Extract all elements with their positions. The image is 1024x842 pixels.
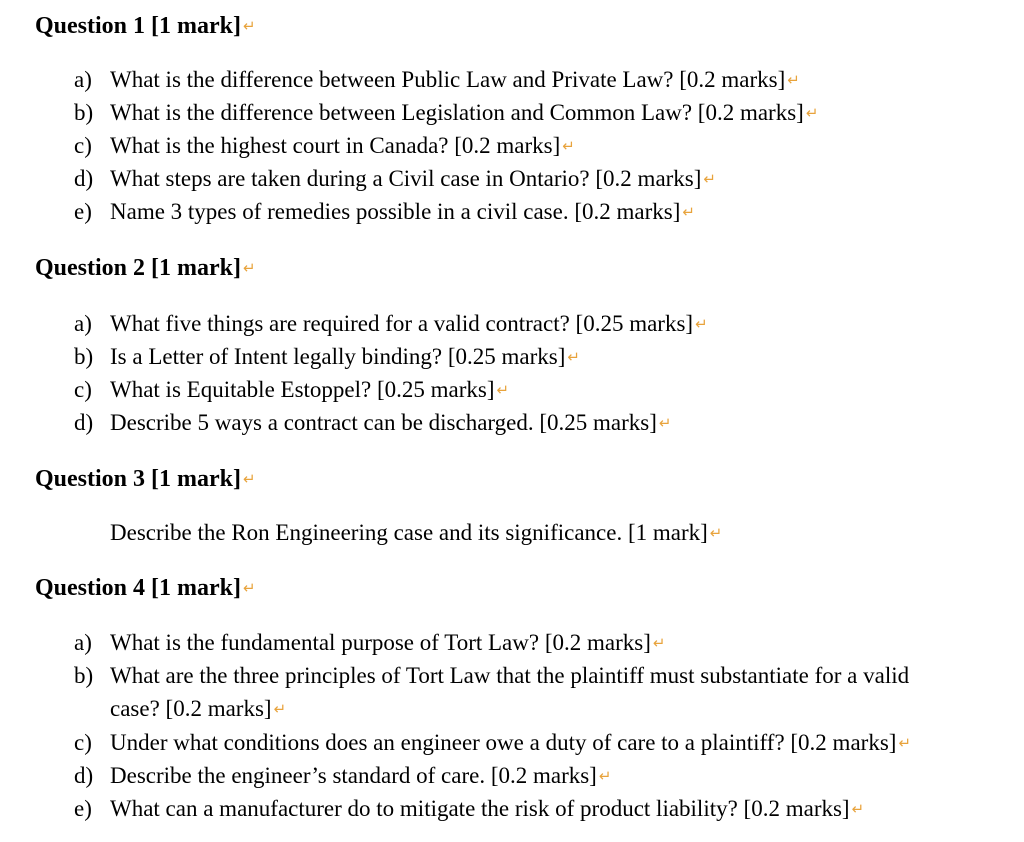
- question-4-item-a: a) What is the fundamental purpose of Tort Law? [0.2 marks] ↵: [74, 630, 666, 655]
- paragraph-mark-icon: ↵: [243, 259, 256, 277]
- question-4-heading: Question 4 [1 mark] ↵: [35, 575, 256, 601]
- paragraph-mark-icon: ↵: [562, 137, 575, 155]
- paragraph-mark-icon: ↵: [695, 315, 708, 333]
- question-4-item-c: c) Under what conditions does an engineer owe a duty of care to a plaintiff? [0.2 marks] ↵: [74, 730, 912, 755]
- paragraph-mark-icon: ↵: [598, 767, 612, 785]
- question-4-item-d: d) Describe the engineer’s standard of care. [0.2 marks] ↵: [74, 763, 612, 788]
- paragraph-mark-icon: ↵: [851, 800, 865, 818]
- question-1-item-d: d) What steps are taken during a Civil case in Ontario? [0.2 marks] ↵: [74, 166, 716, 191]
- question-3-heading: Question 3 [1 mark] ↵: [35, 466, 256, 492]
- question-4-item-b: b) What are the three principles of Tort Law that the plaintiff must substantiate for a valid: [74, 663, 910, 688]
- question-2-item-c: c) What is Equitable Estoppel? [0.25 marks] ↵: [74, 377, 510, 402]
- question-2-item-d: d) Describe 5 ways a contract can be discharged. [0.25 marks] ↵: [74, 410, 672, 435]
- paragraph-mark-icon: ↵: [658, 414, 672, 432]
- paragraph-mark-icon: ↵: [567, 348, 580, 366]
- question-1-heading: Question 1 [1 mark] ↵: [35, 13, 256, 39]
- question-4-item-e: e) What can a manufacturer do to mitigate the risk of product liability? [0.2 marks] ↵: [74, 796, 865, 821]
- paragraph-mark-icon: ↵: [898, 734, 912, 752]
- paragraph-mark-icon: ↵: [243, 579, 256, 597]
- question-1-item-c: c) What is the highest court in Canada? [0.2 marks] ↵: [74, 133, 575, 158]
- paragraph-mark-icon: ↵: [805, 104, 819, 122]
- question-2-item-a: a) What five things are required for a valid contract? [0.25 marks] ↵: [74, 311, 708, 336]
- paragraph-mark-icon: ↵: [787, 71, 800, 89]
- paragraph-mark-icon: ↵: [709, 524, 723, 542]
- question-2-item-b: b) Is a Letter of Intent legally binding? [0.25 marks] ↵: [74, 344, 580, 369]
- paragraph-mark-icon: ↵: [243, 470, 256, 488]
- question-2-heading: Question 2 [1 mark] ↵: [35, 255, 256, 281]
- question-3-paragraph: Describe the Ron Engineering case and its significance. [1 mark] ↵: [110, 520, 723, 545]
- paragraph-mark-icon: ↵: [682, 203, 695, 221]
- question-1-item-e: e) Name 3 types of remedies possible in a civil case. [0.2 marks] ↵: [74, 199, 695, 224]
- paragraph-mark-icon: ↵: [243, 17, 256, 35]
- question-1-item-b: b) What is the difference between Legislation and Common Law? [0.2 marks] ↵: [74, 100, 819, 125]
- question-4-item-b-continuation: case? [0.2 marks] ↵: [110, 696, 287, 721]
- question-1-item-a: a) What is the difference between Public Law and Private Law? [0.2 marks] ↵: [74, 67, 800, 92]
- paragraph-mark-icon: ↵: [496, 381, 510, 399]
- paragraph-mark-icon: ↵: [703, 170, 716, 188]
- paragraph-mark-icon: ↵: [273, 700, 287, 718]
- paragraph-mark-icon: ↵: [652, 634, 666, 652]
